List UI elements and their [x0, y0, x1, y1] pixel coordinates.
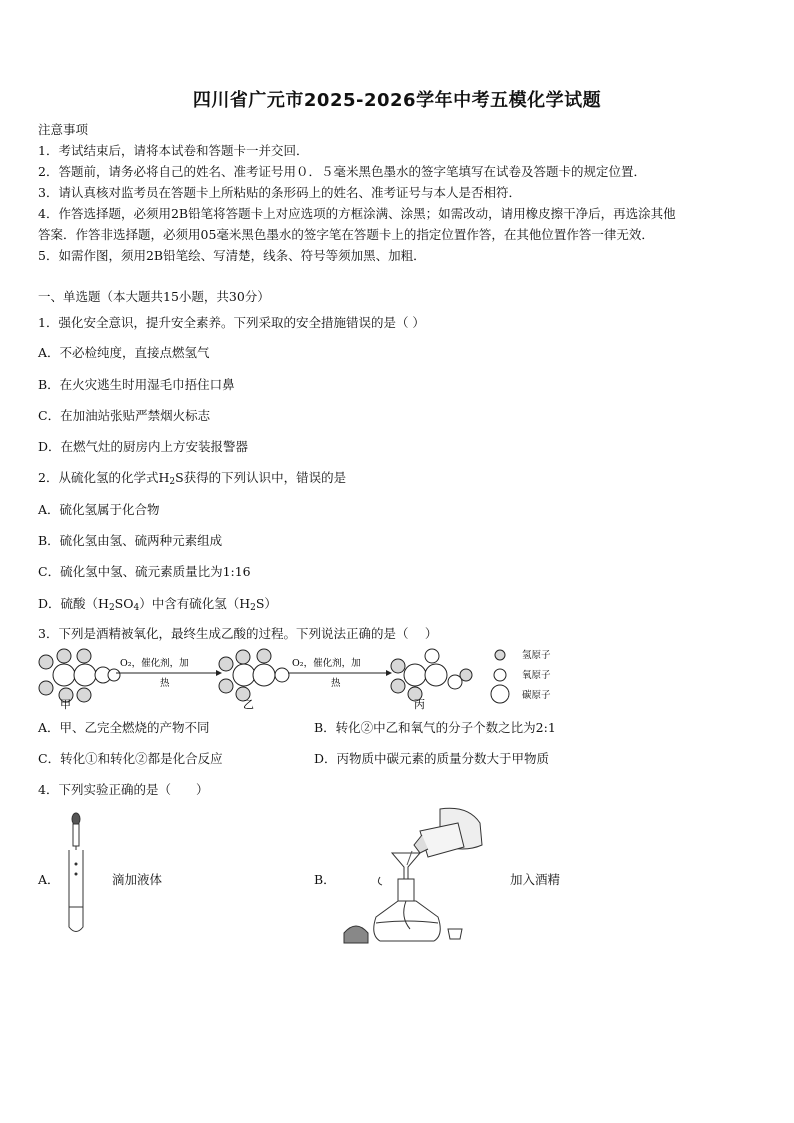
q3-reaction-diagram — [30, 646, 590, 710]
h-atom — [219, 679, 233, 693]
alcohol-bottle — [420, 823, 464, 857]
q2-option-a: A．硫化氢属于化合物 — [38, 502, 160, 517]
arrow-2-condition: O₂，催化剂，加 — [292, 658, 361, 669]
arrow-1-condition-heat: 热 — [160, 678, 170, 689]
q2-option-c: C．硫化氢中氢、硫元素质量比为1:16 — [38, 564, 251, 579]
q3-stem: 3．下列是酒精被氧化，最终生成乙酸的过程。下列说法正确的是（ ） — [38, 626, 438, 641]
notice-item-3: 3．请认真核对监考员在答题卡上所粘贴的条形码上的姓名、准考证号与本人是否相符． — [38, 185, 521, 200]
q1-option-c: C．在加油站张贴严禁烟火标志 — [38, 408, 211, 423]
c-atom — [253, 664, 275, 686]
h-atom — [460, 669, 472, 681]
wick — [378, 877, 382, 885]
h-atom — [108, 669, 120, 681]
c-atom — [233, 664, 255, 686]
h-atom — [77, 649, 91, 663]
notice-item-4: 4．作答选择题，必须用2B铅笔将答题卡上对应选项的方框涂满、涂黑；如需改动，请用橡皮擦干净后，再选涂其他 — [38, 206, 676, 221]
c-atom — [425, 664, 447, 686]
lamp-cap — [344, 926, 368, 943]
h-atom — [257, 649, 271, 663]
label-bing: 丙 — [414, 698, 425, 710]
legend-o-label: 氧原子 — [522, 670, 551, 681]
q2-option-d: D．硫酸$(H_2SO_4)$中含有硫化氢$(H_2S)$ — [38, 596, 277, 613]
c-atom — [74, 664, 96, 686]
legend-o-atom — [494, 669, 506, 681]
o-atom — [425, 649, 439, 663]
label-yi: 乙 — [243, 698, 254, 710]
c-atom — [404, 664, 426, 686]
alcohol-lamp-illustration — [340, 805, 490, 945]
q4-option-b-letter: B． — [314, 872, 336, 887]
bottle-stopper — [448, 929, 462, 939]
q3-option-a: A．甲、乙完全燃烧的产物不同 — [38, 720, 210, 735]
label-jia: 甲 — [60, 698, 71, 710]
legend-c-atom — [491, 685, 509, 703]
legend-h-atom — [495, 650, 505, 660]
q4-stem: 4．下列实验正确的是（ ） — [38, 782, 209, 797]
funnel — [392, 853, 420, 879]
q4-option-a-text: 滴加液体 — [112, 872, 163, 887]
notice-item-5: 5．如需作图，须用2B铅笔绘、写清楚，线条、符号等须加黑、加粗． — [38, 248, 426, 263]
q2-option-b: B．硫化氢由氢、硫两种元素组成 — [38, 533, 223, 548]
notice-item-1: 1．考试结束后，请将本试卷和答题卡一并交回． — [38, 143, 309, 158]
arrow-2-head — [386, 670, 392, 676]
legend-h-label: 氢原子 — [522, 650, 551, 661]
arrow-1-condition: O₂，催化剂，加 — [120, 658, 189, 669]
o-atom — [275, 668, 289, 682]
q4-option-a-letter: A． — [38, 872, 60, 887]
dropper-bulb — [72, 813, 80, 825]
h-atom — [391, 679, 405, 693]
drop — [75, 863, 78, 866]
q1-option-b: B．在火灾逃生时用湿毛巾捂住口鼻 — [38, 377, 235, 392]
q2-stem: 2．从硫化氢的化学式$H_2S$获得的下列认识中，错误的是 — [38, 470, 347, 487]
q3-option-d: D．丙物质中碳元素的质量分数大于甲物质 — [314, 751, 550, 766]
notice-heading: 注意事项 — [38, 122, 89, 137]
h-atom — [219, 657, 233, 671]
q3-option-c: C．转化①和转化②都是化合反应 — [38, 751, 223, 766]
q1-option-a: A．不必检纯度，直接点燃氢气 — [38, 345, 210, 360]
q4-option-b-text: 加入酒精 — [510, 872, 561, 887]
h-atom — [39, 655, 53, 669]
legend-c-label: 碳原子 — [522, 690, 551, 701]
c-atom — [53, 664, 75, 686]
test-tube — [69, 850, 83, 932]
h-atom — [391, 659, 405, 673]
q3-option-b: B．转化②中乙和氧气的分子个数之比为2:1 — [314, 720, 556, 735]
h-atom — [57, 649, 71, 663]
dropper-test-tube-illustration — [60, 812, 92, 938]
drop — [75, 873, 78, 876]
notice-item-2: 2．答题前，请务必将自己的姓名、准考证号用０．５毫米黑色墨水的签字笔填写在试卷及答题卡的规定位置． — [38, 164, 646, 179]
h-atom — [77, 688, 91, 702]
section-heading: 一、单选题（本大题共15小题，共30分） — [38, 289, 270, 304]
arrow-2-condition-heat: 热 — [331, 678, 341, 689]
page-title: 四川省广元市2025-2026学年中考五模化学试题 — [192, 90, 602, 111]
q1-option-d: D．在燃气灶的厨房内上方安装报警器 — [38, 439, 249, 454]
q1-stem: 1．强化安全意识，提升安全素养。下列采取的安全措施错误的是（ ） — [38, 315, 425, 330]
h-atom — [39, 681, 53, 695]
lamp-neck — [398, 879, 414, 901]
notice-item-4-cont: 答案．作答非选择题，必须用05毫米黑色墨水的签字笔在答题卡上的指定位置作答，在其他位置作答一律无效． — [38, 227, 654, 242]
h-atom — [236, 650, 250, 664]
dropper-tube — [73, 824, 79, 846]
arrow-1-head — [216, 670, 222, 676]
